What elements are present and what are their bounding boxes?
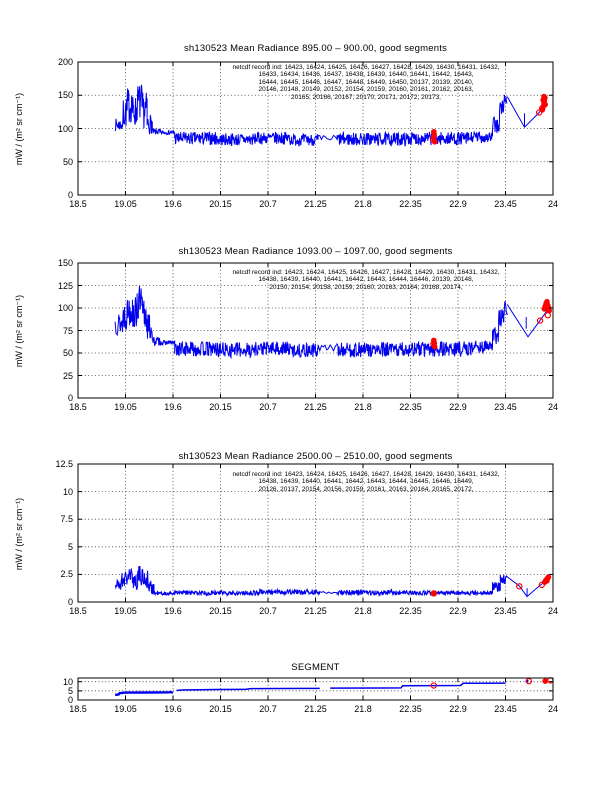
x-tick-label: 19.05 <box>114 704 137 714</box>
netcdf-record-annotation-line: netcdf record ind: 16423, 16424, 16425, 16426, 16427, 16428, 16429, 16430, 16431, 16432, <box>232 471 500 478</box>
plot4-title: SEGMENT <box>291 662 340 673</box>
y-tick-label: 7.5 <box>60 514 73 525</box>
y-tick-label: 150 <box>57 258 73 268</box>
x-tick-label: 22.9 <box>449 606 467 616</box>
y-tick-label: 5 <box>67 685 73 696</box>
y-tick-label: 25 <box>62 370 73 381</box>
x-tick-label: 21.25 <box>304 606 327 616</box>
y-tick-label: 5 <box>67 541 73 552</box>
x-tick-label: 21.25 <box>304 704 327 714</box>
flagged-point-marker-filled <box>543 679 548 684</box>
plot3-title: sh130523 Mean Radiance 2500.00 – 2510.00, good segments <box>178 451 453 462</box>
netcdf-record-annotation-line: 16438, 16439, 16440, 16441, 16442, 16443, 16444, 16445, 16446, 16449, <box>258 478 474 486</box>
netcdf-record-annotation-line: 20150, 20154, 20158, 20159, 20160, 20163, 20164, 20168, 20174, <box>269 283 463 291</box>
x-tick-label: 19.05 <box>114 402 137 412</box>
flagged-point-marker-filled <box>545 578 550 583</box>
x-tick-label: 18.5 <box>69 704 87 714</box>
x-tick-label: 21.8 <box>354 199 372 209</box>
x-tick-label: 22.35 <box>399 606 422 616</box>
x-tick-label: 21.25 <box>304 402 327 412</box>
x-tick-label: 22.35 <box>399 704 422 714</box>
series-noise-line <box>115 85 507 146</box>
series-line <box>115 692 173 695</box>
netcdf-record-annotation-line: netcdf record ind: 16423, 16424, 16425, 16426, 16427, 16428, 16429, 16430, 16431, 16432, <box>232 269 500 276</box>
y-tick-label: 10 <box>62 676 73 687</box>
y-tick-label: 0 <box>67 393 73 403</box>
plot1-title: sh130523 Mean Radiance 895.00 – 900.00, good segments <box>183 43 448 54</box>
x-tick-label: 24 <box>547 402 559 412</box>
plot-4 <box>78 678 553 700</box>
flagged-point-marker-open <box>548 678 553 683</box>
x-tick-label: 20.15 <box>209 704 232 714</box>
x-tick-label: 22.9 <box>449 704 467 714</box>
y-tick-label: 2.5 <box>60 569 73 580</box>
y-tick-label: 75 <box>62 325 73 336</box>
series-line <box>177 688 320 690</box>
netcdf-record-annotation-line: 16444, 16445, 16446, 16447, 16448, 16449, 16450, 20137, 20139, 20140, <box>258 78 474 86</box>
series-line <box>507 304 547 336</box>
x-tick-label: 21.8 <box>354 704 372 714</box>
x-tick-label: 20.7 <box>259 199 277 209</box>
x-tick-label: 22.9 <box>449 402 467 412</box>
x-tick-label: 23.45 <box>494 402 517 412</box>
y-tick-label: 100 <box>57 303 73 313</box>
x-tick-label: 19.05 <box>114 606 137 616</box>
x-tick-label: 19.6 <box>164 606 182 616</box>
x-tick-label: 20.7 <box>259 704 277 714</box>
series-line <box>507 97 543 128</box>
x-tick-label: 23.45 <box>494 704 517 714</box>
netcdf-record-annotation-line: 20146, 20148, 20149, 20152, 20154, 20159, 20160, 20161, 20162, 20163, <box>258 86 474 94</box>
netcdf-record-annotation-line: netcdf record ind: 16423, 16424, 16425, 16426, 16427, 16428, 16429, 16430, 16431, 16432, <box>232 64 500 71</box>
netcdf-record-annotation-line: 20165, 20166, 20167, 20170, 20171, 20172, 20173, <box>290 93 441 101</box>
netcdf-record-annotation-line: 16438, 16439, 16440, 16441, 16442, 16443, 16444, 16446, 20139, 20148, <box>258 276 474 284</box>
y-tick-label: 0 <box>67 597 73 607</box>
x-tick-label: 19.6 <box>164 402 182 412</box>
x-tick-label: 20.15 <box>209 199 232 209</box>
x-tick-label: 18.5 <box>69 199 87 209</box>
y-tick-label: 12.5 <box>55 459 73 469</box>
plot2-title: sh130523 Mean Radiance 1093.00 – 1097.00, good segments <box>178 246 453 257</box>
y-tick-label: 150 <box>57 90 73 101</box>
plot-2 <box>78 263 553 398</box>
x-tick-label: 23.45 <box>494 199 517 209</box>
series-noise-line <box>115 566 506 595</box>
y-tick-label: 200 <box>57 57 73 67</box>
netcdf-record-annotation-line: 16433, 16434, 16436, 16437, 16438, 16439, 16440, 16441, 16442, 16443, <box>258 71 474 79</box>
series-line <box>330 683 505 688</box>
plot-1 <box>78 62 553 195</box>
x-tick-label: 20.7 <box>259 606 277 616</box>
text-overlay: sh130523 Mean Radiance 895.00 – 900.00, good segments sh130523 Mean Radiance 1093.00 – 1097.00, good segments sh130523 Mean Radiance 2500.00 – 2510.00, good segments SEGMENT mW / (m² sr cm⁻¹) mW / (m² sr cm⁻¹) mW / (m² sr cm⁻¹) netcdf record ind: 16423, 16424, 16425, 16426, 16427, 16428, 16429, 16430, 16431, 16432, 16433, 16434, 16436, 16437, 16438, 16439, 16440, 16441, 16442, 16443, 16444, 16445, 16446, 16447, 16448, 16449, 16450, 20137, 20139, 20140, 20146, 20148, 20149, 20152, 20154, 20159, 20160, 20161, 20162, 20163, 20165, 20166, 20167, 20170, 20171, 20172, 20173, netcdf record ind: 16423, 16424, 16425, 16426, 16427, 16428, 16429, 16430, 16431, 16432, 16438, 16439, 16440, 16441, 16442, 16443, 16444, 16446, 20139, 20148, 20150, 20154, 20158, 20159, 20160, 20163, 20164, 20168, 20174, netcdf record ind: 16423, 16424, 16425, 16426, 16427, 16428, 16429, 16430, 16431, 16432, 16438, 16439, 16440, 16441, 16442, 16443, 16444, 16445, 16446, 16449, 20126, 20137, 20154, 20156, 20159, 20161, 20163, 20164, 20165, 20172, 18.5 19.05 19.6 20.15 20.7 21.25 21.8 22.35 22.9 23.45 24 0 50 100 150 200 18.5 19.05 19.6 20.15 20.7 21.25 21.8 22.35 22.9 23.45 24 0 25 50 75 100 125 150 18.5 19.05 19.6 20.15 20.7 21.25 21.8 22.35 22.9 23.45 24 0 2.5 5 7.5 10 12.5 18.5 19.05 19.6 20.15 20.7 21.25 21.8 22.35 22.9 23.45 24 0 5 10 <box>14 43 559 714</box>
x-tick-label: 19.6 <box>164 199 182 209</box>
y-tick-label: 100 <box>57 123 73 134</box>
x-tick-label: 21.25 <box>304 199 327 209</box>
x-tick-label: 18.5 <box>69 402 87 412</box>
x-tick-label: 20.7 <box>259 402 277 412</box>
x-tick-label: 19.6 <box>164 704 182 714</box>
y-tick-label: 50 <box>62 156 73 167</box>
y-tick-label: 10 <box>62 486 73 497</box>
x-tick-label: 18.5 <box>69 606 87 616</box>
series-line <box>506 576 544 596</box>
y-tick-label: 50 <box>62 348 73 358</box>
x-tick-label: 22.9 <box>449 199 467 209</box>
netcdf-record-annotation-line: 20126, 20137, 20154, 20156, 20159, 20161, 20163, 20164, 20165, 20172, <box>258 485 474 493</box>
x-tick-label: 24 <box>547 199 559 209</box>
x-tick-label: 22.35 <box>399 199 422 209</box>
series-noise-line <box>115 286 507 358</box>
y-tick-label: 125 <box>57 280 73 291</box>
flagged-point-marker-filled <box>541 98 546 103</box>
x-tick-label: 21.8 <box>354 606 372 616</box>
x-tick-label: 20.15 <box>209 606 232 616</box>
x-tick-label: 21.8 <box>354 402 372 412</box>
x-tick-label: 24 <box>547 704 559 714</box>
flagged-point-marker-open <box>545 313 550 318</box>
x-tick-label: 20.15 <box>209 402 232 412</box>
x-tick-label: 24 <box>547 606 559 616</box>
y-tick-label: 0 <box>67 190 73 200</box>
axes-box <box>78 263 553 398</box>
x-tick-label: 19.05 <box>114 199 137 209</box>
x-tick-label: 22.35 <box>399 402 422 412</box>
x-tick-label: 23.45 <box>494 606 517 616</box>
y-tick-label: 0 <box>67 695 73 705</box>
plot-3 <box>78 464 553 602</box>
